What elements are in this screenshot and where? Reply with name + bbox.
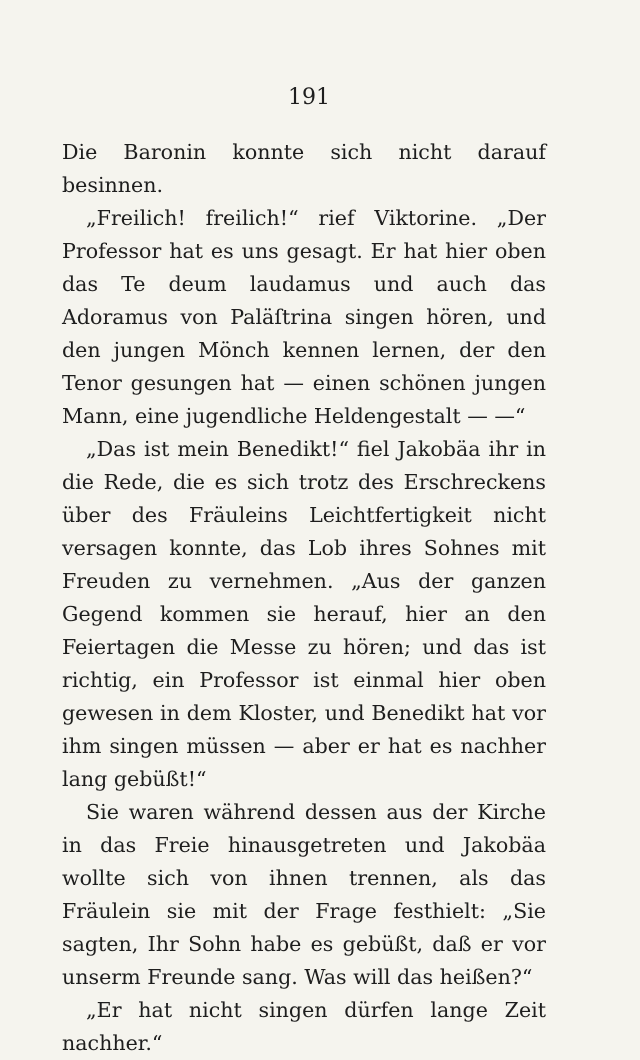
body-text: [62, 136, 546, 1060]
paragraph: „Er hat nicht singen dürfen lange Zeit nachher.“: [62, 998, 546, 1055]
paragraph: Die Baronin konnte sich nicht darauf besinnen.: [62, 140, 546, 197]
page-number: 191: [288, 85, 330, 110]
paragraph: „Freilich! freilich!“ rief Viktorine. „Der Professor hat es uns gesagt. Er hat hier oben das Te deum laudamus und auch das Adoramus von Paläſtrina singen hören, und den jungen Mönch kennen lernen, der den Tenor gesungen hat — einen schönen jungen Mann, eine jugendliche Heldengestalt — —“: [62, 206, 546, 428]
paragraph: Sie waren während dessen aus der Kirche in das Freie hinausgetreten und Jakobäa wollte sich von ihnen trennen, als das Fräulein sie mit der Frage festhielt: „Sie sagten, Ihr Sohn habe es gebüßt, daß er vor unserm Freunde sang. Was will das heißen?“: [62, 800, 546, 989]
paragraph: „Das ist mein Benedikt!“ fiel Jakobäa ihr in die Rede, die es sich trotz des Erschreckens über des Fräuleins Leichtfertigkeit nicht versagen konnte, das Lob ihres Sohnes mit Freuden zu vernehmen. „Aus der ganzen Gegend kommen sie herauf, hier an den Feiertagen die Messe zu hören; und das ist richtig, ein Professor ist einmal hier oben gewesen in dem Kloster, und Benedikt hat vor ihm singen müssen — aber er hat es nachher lang gebüßt!“: [62, 437, 546, 791]
book-page: [62, 84, 546, 1060]
